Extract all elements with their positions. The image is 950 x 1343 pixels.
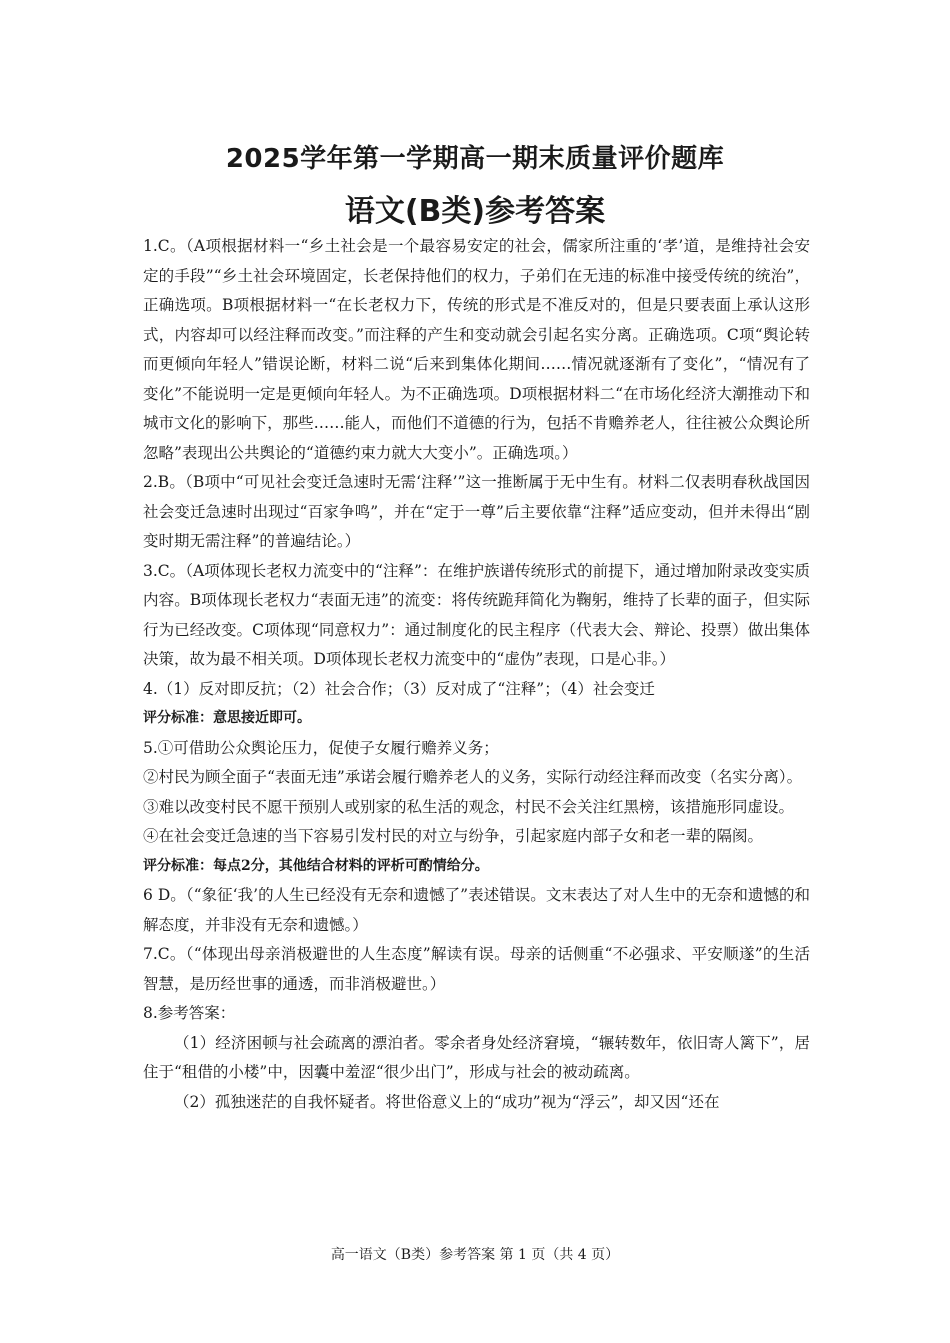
answer-q1: 1.C。（A项根据材料一“乡土社会是一个最容易安定的社会，儒家所注重的‘孝’道，是维持社会安定的手段”“乡土社会环境固定，长老保持他们的权力，子弟们在无违的标准中接受传统的统治”，正确选项。B项根据材料一“在长老权力下，传统的形式是不准反对的，但是只要表面上承认这形式，内容却可以经注释而改变。”而注释的产生和变动就会引起名实分离。正确选项。C项“舆论转而更倾向年轻人”错误论断，材料二说“后来到集体化期间……情况就逐渐有了变化”，“情况有了变化”不能说明一定是更倾向年轻人。为不正确选项。D项根据材料二“在市场化经济大潮推动下和城市文化的影响下，那些……能人，而他们不道德的行为，包括不肯赡养老人，往往被公众舆论所忽略”表现出公共舆论的“道德约束力就大大变小”。正确选项。） (143, 237, 810, 462)
answer-q5-point3: ③难以改变村民不愿干预别人或别家的私生活的观念，村民不会关注红黑榜，该措施形同虚设。 (143, 797, 795, 816)
answer-q8-point1: （1）经济困顿与社会疏离的漂泊者。零余者身处经济窘境，“辗转数年，依旧寄人篱下”，居住于“租借的小楼”中，因囊中羞涩“很少出门”，形成与社会的被动疏离。 (143, 1033, 810, 1081)
exam-title: 2025学年第一学期高一期末质量评价题库 (225, 144, 725, 174)
answer-content (143, 232, 810, 1117)
answer-q4-scoring: 评分标准：意思接近即可。 (143, 710, 311, 726)
answer-key-subtitle: 语文(B类)参考答案 (344, 194, 606, 229)
answer-q7: 7.C。（“体现出母亲消极避世的人生态度”解读有误。母亲的话侧重“不必强求、平安顺遂”的生活智慧，是历经世事的通透，而非消极避世。） (143, 945, 810, 993)
answer-q2: 2.B。（B项中“可见社会变迁急速时无需‘注释’”这一推断属于无中生有。材料二仅表明春秋战国因社会变迁急速时出现过“百家争鸣”，并在“定于一尊”后主要依靠“注释”适应变动，但并未得出“剧变时期无需注释”的普遍结论。） (143, 473, 810, 550)
answer-q8-heading: 8.参考答案： (143, 1004, 236, 1022)
answer-q3: 3.C。（A项体现长老权力流变中的“注释”：在维护族谱传统形式的前提下，通过增加附录改变实质内容。B项体现长老权力“表面无违”的流变：将传统跪拜简化为鞠躬，维持了长辈的面子，但实际行为已经改变。C项体现“同意权力”：通过制度化的民主程序（代表大会、辩论、投票）做出集体决策，故为最不相关项。D项体现长老权力流变中的“虚伪”表现，口是心非。） (143, 561, 810, 668)
answer-q4: 4.（1）反对即反抗；（2）社会合作；（3）反对成了“注释”；（4）社会变迁 (143, 679, 655, 698)
answer-q5-scoring: 评分标准：每点2分，其他结合材料的评析可酌情给分。 (143, 857, 489, 874)
answer-q5-point2: ②村民为顾全面子“表面无违”承诺会履行赡养老人的义务，实际行动经注释而改变（名实分离）。 (143, 768, 803, 786)
answer-q6: 6 D。（“象征‘我’的人生已经没有无奈和遗憾了”表述错误。文末表达了对人生中的无奈和遗憾的和解态度，并非没有无奈和遗憾。） (143, 886, 810, 934)
page-footer: 高一语文（B类）参考答案 第 1 页（共 4 页） (330, 1247, 620, 1263)
answer-q5-point1: 5.①可借助公众舆论压力，促使子女履行赡养义务； (143, 738, 499, 757)
answer-q5-point4: ④在社会变迁急速的当下容易引发村民的对立与纷争，引起家庭内部子女和老一辈的隔阂。 (143, 827, 764, 845)
answer-q8-point2: （2）孤独迷茫的自我怀疑者。将世俗意义上的“成功”视为“浮云”，却又因“还在 (174, 1092, 720, 1111)
